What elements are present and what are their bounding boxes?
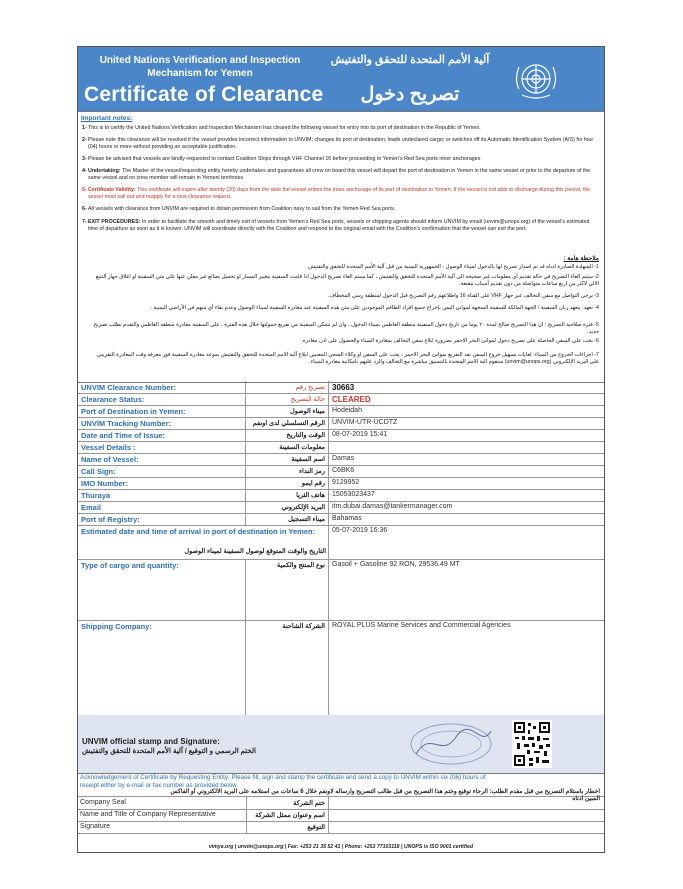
stamp-label-en: UNVIM official stamp and Signature: (82, 737, 220, 746)
certificate-page (77, 46, 605, 853)
stamp-label-ar: الختم الرسمي و التوقيع / آلية الأمم المتحدة للتحقق والتفتيش (82, 748, 256, 755)
field-clearance-number: UNVIM Clearance Number: تصريح رقم 30663 (78, 381, 604, 394)
field-cargo: Type of cargo and quantity: نوع المنتج والكمية Gasoil + Gasoline 92 RON, 29536.49 MT (78, 559, 604, 621)
company-seal-row[interactable]: Company Seal ختم الشركة (78, 797, 604, 810)
field-eta: Estimated date and time of arrival in port of destination in Yemen: التاريخ والوقت المتوقع لوصول السفينة لميناء الوصول 05-07-2019 16:36 (78, 525, 604, 560)
field-vessel-name: Name of Vessel: اسم السفينة Damas (78, 453, 604, 466)
ack-text-ar: اخطار باستلام التصريح من قبل مقدم الطلب: الرجاء توقيع وختم هذا التصريح من قبل طالب التصريح وارساله لاونفم خلال 6 ساعات من استلامه على البريد الالكتروني او الفاكس المبين ادناه (170, 789, 600, 802)
note-item-ar: 5- فترة صلاحية التصريح : ان هذا التصريح صالح لمدة ٢٠ يوما من تاريخ دخول السفينة منطقة الغاطس بميناء الدخول ، وان لم تتمكن السفينة من تفريغ حمولتها خلال هذه الفترة ، على السفينة مغادرة منطقة الغاطس والتقدم بطلب تصريح جديد. (93, 322, 599, 335)
signature-row[interactable]: Signature التوقيع (78, 821, 604, 834)
note-item-ar: 4- تعهد: يتعهد ربان السفينة / الجهة المالكة للسفينة المتجهة لموانئ اليمن بإخراج جميع افراد الطاقم الموجودين على متن هذه السفينة عند مغادرة السفينة لميناء الوصول وعدم بقاء أي منهم في الأراضي اليمنية . (150, 305, 599, 311)
notes-heading-ar: ملاحظة هامة : (563, 256, 599, 262)
note-item-ar: 1- الشهادة الصادرة ادناه قد تم اصدار تصريح لها بالدخول لميناء الوصول - الجمهورية اليمنية من قبل آلية الأمم المتحدة للتحقق والتفتيش. (306, 264, 599, 270)
field-imo-number: IMO Number: رقم ايمو 9129952 (78, 477, 604, 490)
signature-stamp-icon (396, 719, 506, 769)
acknowledgement-section (78, 773, 604, 802)
field-date-issue: Date and Time of Issue: الوقت والتاريخ 08-07-2019 15:41 (78, 429, 604, 442)
field-port-registry: Port of Registry: ميناء التسجيل Bahamas (78, 513, 604, 526)
subtitle-en: Certificate of Clearance (84, 83, 324, 106)
clearance-number-value: 30663 (332, 383, 355, 392)
field-call-sign: Call Sign: رمز النداء C6BK6 (78, 465, 604, 478)
note-item-ar: 6- يجب على السفن الحاصلة على تصريح دخول لموانئ البحر الاحمر بضرورة ابلاغ سفن التحالف بمغادرة الميناء والحصول على اذن مغادرة. (301, 338, 599, 344)
footer-contact: vimye.org | unvim@unops.org | Fax: +253 21 35 52 41 | Phone: +253 77103118 | UNOPS is ISO 9001 certified (208, 844, 474, 850)
important-notes (78, 111, 604, 383)
note-item: 5- Certificate Validity: This certificate will expire after twenty (20) days from the date the vessel enters the inner anchorage of its port of destination in Yemen. If the vessel is not able to discharge during this period, the vessel must sail out and reapply for a new clearance request. (82, 187, 591, 200)
field-shipping-company: Shipping Company: الشركة الشاحنة ROYAL PLUS Marine Services and Commercial Agencies (78, 620, 604, 716)
header-banner (78, 47, 604, 111)
email-value[interactable]: itm.dubai.damas@tankermanager.com (332, 503, 453, 510)
title-en: United Nations Verification and Inspection Mechanism for Yemen (99, 55, 301, 79)
official-stamp-section (78, 715, 604, 774)
representative-row[interactable]: Name and Title of Company Representative اسم وعنوان ممثل الشركة (78, 809, 604, 822)
note-item: 2- Please note this clearance will be revoked if the vessel provides incorrect information to UNVIM; changes its port of destination; loads undeclared cargo; or switches off its Automatic Identification System (AIS) for four (04) hours or more without providing an acceptable justification. (82, 137, 594, 150)
note-item: 6- All vessels with clearance from UNVIM are required to obtain permission from Coalition navy to sail from the Yemen Red Sea ports. (82, 206, 396, 212)
note-item: 3- Please be advised that vessels are kindly requested to contact Coalition Ships through VHF Channel 16 before proceeding to Yemen's Red Sea ports inner anchorages (82, 156, 481, 162)
field-email: Email البريد الإلكتروني itm.dubai.damas@tankermanager.com (78, 501, 604, 514)
note-item: 4- Undertaking: The Master of the vessel/requesting entity hereby undertakes and guarantees all crew on board this vessel will depart the port of destination in Yemen in the same vessel or prior to the departure of the same vessel and no crew member will remain in Yemeni territories. (82, 168, 591, 181)
notes-heading: Important notes: (81, 115, 133, 122)
status-badge: CLEARED (332, 395, 371, 404)
title-ar: آلية الأمم المتحدة للتحقق والتفتيش (330, 54, 490, 66)
note-item: 1- This is to certify the United Nations Verification and Inspection Mechanism has cleared the following vessel for entry into its port of destination in the Republic of Yemen. (82, 125, 481, 131)
note-item-ar: 2- سيتم الغاء التصريح في حالة تقديم أي معلومات غير صحيحة الى آلية الأمم المتحدة للتحقق والتفتيش ، كما سيتم الغاء تصريح الدخول اذا قامت السفينة بتغيير المسار او تحميل بضائع غير معلن عنها على متن السفينة او اغلاق جهاز التتبع الالي لاكثر من اربع ساعات متواصلة من دون تقديم أسباب مقنعة. (95, 274, 599, 287)
field-clearance-status: Clearance Status: حالة التصريح CLEARED (78, 393, 604, 406)
section-vessel-details: Vessel Details : معلومات السفينة (78, 441, 604, 454)
qr-code-icon (512, 720, 552, 768)
ack-text-en: Acknowledgement of Certificate by Requesting Entity: Please fill, sign and stamp the certificate and send a copy to UNVIM within six (06) hours of receipt either by e-mail or fax number as provided below (80, 774, 486, 789)
field-port-destination: Port of Destination in Yemen: ميناء الوصول Hodeidah (78, 405, 604, 418)
note-item-ar: 3- يرجى التواصل مع سفن التحالف عبر جهاز VHF على القناة 16 واطلاعهم رقم التصريح قبل الدخول لمنطقة رسي المخطاف. (327, 293, 599, 299)
field-tracking-number: UNVIM Tracking Number: الرقم التسلسلي لدى اونفم UNVIM-UTR-UCDTZ (78, 417, 604, 430)
note-item-ar: 7- اجراءات الخروج من الميناء: لغايات تسهيل خروج السفن بعد التفريغ بموانئ البحر الاحمر ، يجب على السفن او وكلاء الشحن المعنيين ابلاغ آلية الامم المتحدة للتحقق والتفتيش بموعد مغادرة السفينة فور معرفة وقت المغادرة التقريبي على البريد الإلكتروني (unvim@unops.org) ستقوم الية الامم المتحدة بالتنسيق مباشرة مع التحالف والرد عليهم بامكانية مغادرة الميناء. (96, 352, 599, 365)
un-emblem-icon (510, 53, 562, 105)
field-thuraya: Thuraya هاتف الثريا 15053023437 (78, 489, 604, 502)
subtitle-ar: تصريح دخول (360, 84, 460, 105)
note-item: 7- EXIT PROCEDURES: In order to facilitate the smooth and timely exit of vessels from Yemen's Red Sea ports, vessels or shipping agents should inform UNVIM by email (unvim@unops.org) of the vessel's estimated time of departure as soon as it is known. UNVIM will coordinate directly with the Coalition and respond to the original email with the Coalition's confirmation that the vessel can exit the port. (82, 219, 590, 232)
